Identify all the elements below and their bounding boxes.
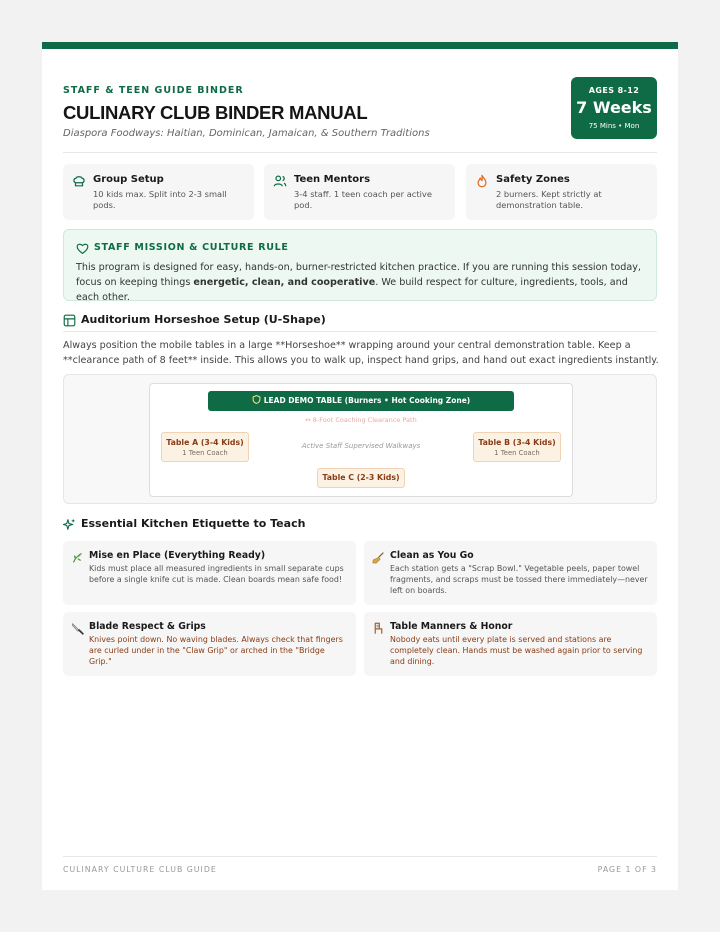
etiquette-title: Mise en Place (Everything Ready)	[89, 550, 266, 561]
safety-zones-card	[466, 164, 657, 220]
horseshoe-paragraph: Always position the mobile tables in a large **Horseshoe** wrapping around your central demonstration table. Keep a **clearance path of 8 feet** inside. This allows you to walk up, inspect hand grips, and hand out exact ingredients instantly.	[63, 340, 659, 366]
shield-icon	[252, 395, 261, 404]
users-icon	[273, 174, 287, 188]
etiquette-title: Clean as You Go	[390, 550, 474, 561]
card-description: 3-4 staff. 1 teen coach per active pod.	[294, 189, 432, 210]
flame-icon	[475, 174, 489, 188]
etiquette-card-blade-respect	[63, 612, 356, 676]
etiquette-card-table-manners	[364, 612, 657, 676]
clearance-path-label: ↔ 8-Foot Coaching Clearance Path	[305, 416, 417, 424]
etiquette-description: Knives point down. No waving blades. Always check that fingers are curled under in the "Claw Grip" or arched in the "Bridge Grip."	[89, 635, 343, 666]
page-header	[63, 77, 657, 153]
broom-icon	[372, 551, 385, 564]
etiquette-title: Table Manners & Honor	[390, 621, 513, 632]
footer-page-number: PAGE 1 OF 3	[597, 865, 657, 874]
mission-body	[76, 260, 648, 305]
manual-page	[42, 42, 678, 890]
section-title: Essential Kitchen Etiquette to Teach	[81, 517, 306, 530]
mission-callout	[63, 229, 657, 301]
etiquette-card-clean-as-you-go	[364, 541, 657, 605]
teen-mentors-card	[264, 164, 455, 220]
lead-demo-table	[208, 391, 514, 411]
header-kicker: STAFF & TEEN GUIDE BINDER	[63, 85, 244, 96]
mission-body-start: This program is designed for easy, hands-on, burner-restricted kitchen practice. If you are running this session today, focus on keeping things	[76, 262, 641, 288]
table-c-name: Table C (2-3 Kids)	[322, 473, 400, 482]
program-badge	[571, 77, 657, 139]
table-a-coach: 1 Teen Coach	[182, 449, 228, 457]
card-title: Safety Zones	[496, 174, 570, 185]
mission-body-end: . We build respect for culture, ingredients, tools, and each other.	[76, 277, 628, 303]
lead-demo-label: LEAD DEMO TABLE (Burners • Hot Cooking Zone)	[263, 396, 471, 405]
layout-icon	[63, 314, 76, 327]
knife-icon	[71, 622, 84, 635]
table-a-name: Table A (3-4 Kids)	[166, 438, 244, 447]
badge-ages: AGES 8-12	[588, 86, 640, 95]
heart-icon	[76, 242, 89, 255]
chair-icon	[372, 622, 385, 635]
page-title: CULINARY CLUB BINDER MANUAL	[63, 102, 368, 123]
table-b-coach: 1 Teen Coach	[494, 449, 540, 457]
etiquette-description: Kids must place all measured ingredients in small separate cups before a single knife cut is made. Clean boards mean safe food!	[89, 564, 344, 584]
table-c	[317, 468, 405, 488]
page-subtitle: Diaspora Foodways: Haitian, Dominican, Jamaican, & Southern Traditions	[63, 128, 430, 139]
badge-weeks: 7 Weeks	[576, 98, 652, 117]
section-title: Auditorium Horseshoe Setup (U-Shape)	[81, 313, 326, 326]
table-b-name: Table B (3-4 Kids)	[478, 438, 556, 447]
etiquette-card-mise-en-place	[63, 541, 356, 605]
horseshoe-diagram	[63, 374, 657, 504]
page-footer	[63, 856, 657, 874]
diagram-canvas	[149, 383, 573, 497]
mission-body-emphasis: energetic, clean, and cooperative	[193, 277, 376, 288]
card-title: Group Setup	[93, 174, 164, 185]
etiquette-description: Each station gets a "Scrap Bowl." Vegetable peels, paper towel fragments, and scraps must be tossed there immediately—never left on boards.	[390, 564, 648, 595]
sparkles-icon	[63, 518, 76, 531]
overview-cards	[63, 164, 657, 220]
badge-meta: 75 Mins • Mon	[588, 122, 640, 130]
mission-heading: STAFF MISSION & CULTURE RULE	[94, 242, 289, 253]
card-description: 2 burners. Kept strictly at demonstration table.	[496, 189, 602, 210]
etiquette-title: Blade Respect & Grips	[89, 621, 206, 632]
group-setup-card	[63, 164, 254, 220]
chef-hat-icon	[72, 174, 86, 188]
card-description: 10 kids max. Split into 2-3 small pods.	[93, 189, 227, 210]
card-title: Teen Mentors	[294, 174, 371, 185]
table-b	[473, 432, 561, 462]
herb-icon	[71, 551, 84, 564]
etiquette-description: Nobody eats until every plate is served and stations are completely clean. Hands must be washed again prior to serving and dining.	[390, 635, 643, 666]
section-divider	[63, 331, 657, 332]
walkway-label: Active Staff Supervised Walkways	[301, 442, 421, 450]
footer-guide-name: CULINARY CULTURE CLUB GUIDE	[63, 865, 217, 874]
